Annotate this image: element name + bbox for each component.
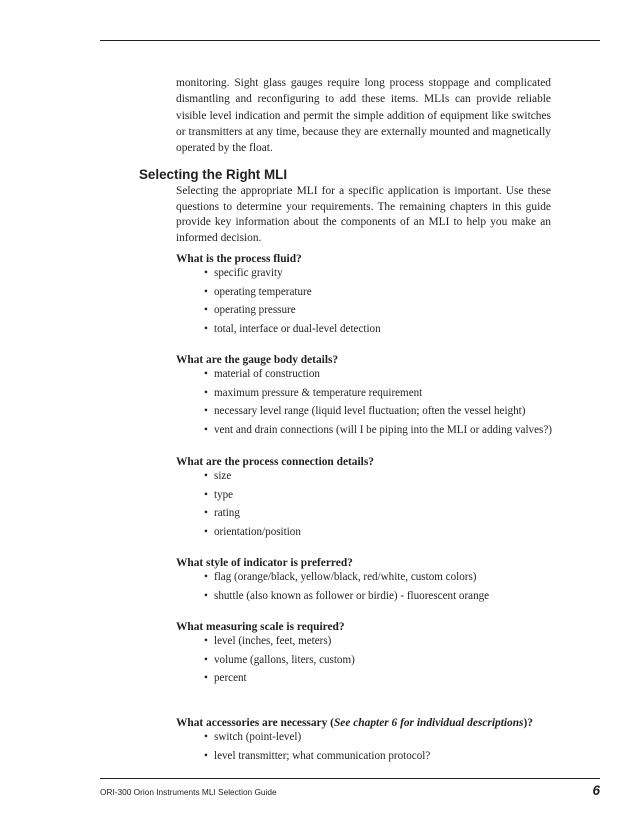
list-item: • level transmitter; what communication protocol?: [204, 747, 430, 766]
list-item: • percent: [204, 669, 355, 688]
header-rule: [100, 40, 600, 41]
intro-paragraph: monitoring. Sight glass gauges require long process stoppage and complicated dismantling and reconfiguring to add these items. MLIs can provide reliable visible level indication and permit the simple addition of equipment like switches or transmitters at any time, because they are externally mounted and magnetically operated by the float.: [176, 77, 551, 155]
question-measuring-scale: What measuring scale is required?: [176, 621, 345, 633]
bullet-icon: •: [204, 731, 208, 743]
list-gauge-body: [204, 365, 552, 440]
list-item: • specific gravity: [204, 264, 381, 283]
list-item: • type: [204, 486, 301, 505]
list-item: • necessary level range (liquid level fluctuation; often the vessel height): [204, 402, 552, 421]
bullet-icon: •: [204, 368, 208, 380]
list-item: • shuttle (also known as follower or birdie) - fluorescent orange: [204, 587, 489, 606]
list-item: • volume (gallons, liters, custom): [204, 651, 355, 670]
section-paragraph: Selecting the appropriate MLI for a specific application is important. Use these questions to determine your requirements. The remaining chapters in this guide provide key information about the components of an MLI to help you make an informed decision.: [176, 185, 551, 244]
list-item: • level (inches, feet, meters): [204, 632, 355, 651]
list-item: • flag (orange/black, yellow/black, red/white, custom colors): [204, 568, 489, 587]
bullet-icon: •: [204, 323, 208, 336]
bullet-icon: •: [204, 267, 208, 279]
list-process-connection: [204, 467, 301, 542]
list-item: • switch (point-level): [204, 728, 430, 747]
question-process-fluid: What is the process fluid?: [176, 253, 302, 265]
chapter-reference: See chapter 6 for individual descriptions: [333, 717, 524, 729]
list-item: • total, interface or dual-level detection: [204, 320, 381, 339]
question-accessories: What accessories are necessary (See chapter 6 for individual descriptions)?: [176, 717, 533, 729]
bullet-icon: •: [204, 653, 208, 666]
footer-title: ORI-300 Orion Instruments MLI Selection Guide: [100, 787, 277, 797]
bullet-icon: •: [204, 507, 208, 520]
list-process-fluid: [204, 264, 381, 339]
list-accessories: [204, 728, 430, 765]
bullet-icon: •: [204, 635, 208, 647]
question-indicator-style: What style of indicator is preferred?: [176, 557, 353, 569]
list-item: • operating pressure: [204, 301, 381, 320]
bullet-icon: •: [204, 488, 208, 501]
list-item: • size: [204, 467, 301, 486]
bullet-icon: •: [204, 405, 208, 418]
question-process-connection: What are the process connection details?: [176, 456, 374, 468]
bullet-icon: •: [204, 470, 208, 482]
list-measuring-scale: [204, 632, 355, 688]
bullet-icon: •: [204, 526, 208, 539]
list-item: • vent and drain connections (will I be piping into the MLI or adding valves?): [204, 421, 552, 440]
bullet-icon: •: [204, 386, 208, 399]
bullet-icon: •: [204, 749, 208, 762]
bullet-icon: •: [204, 285, 208, 298]
page-number: 6: [592, 783, 600, 798]
bullet-icon: •: [204, 304, 208, 317]
list-item: • operating temperature: [204, 283, 381, 302]
bullet-icon: •: [204, 424, 208, 437]
list-item: • rating: [204, 504, 301, 523]
list-item: • maximum pressure & temperature requirement: [204, 384, 552, 403]
question-gauge-body: What are the gauge body details?: [176, 354, 339, 366]
bullet-icon: •: [204, 589, 208, 602]
bullet-icon: •: [204, 571, 208, 583]
bullet-icon: •: [204, 672, 208, 685]
list-indicator-style: [204, 568, 489, 605]
list-item: • material of construction: [204, 365, 552, 384]
section-heading: Selecting the Right MLI: [139, 167, 288, 182]
footer-rule: [100, 778, 600, 779]
list-item: • orientation/position: [204, 523, 301, 542]
